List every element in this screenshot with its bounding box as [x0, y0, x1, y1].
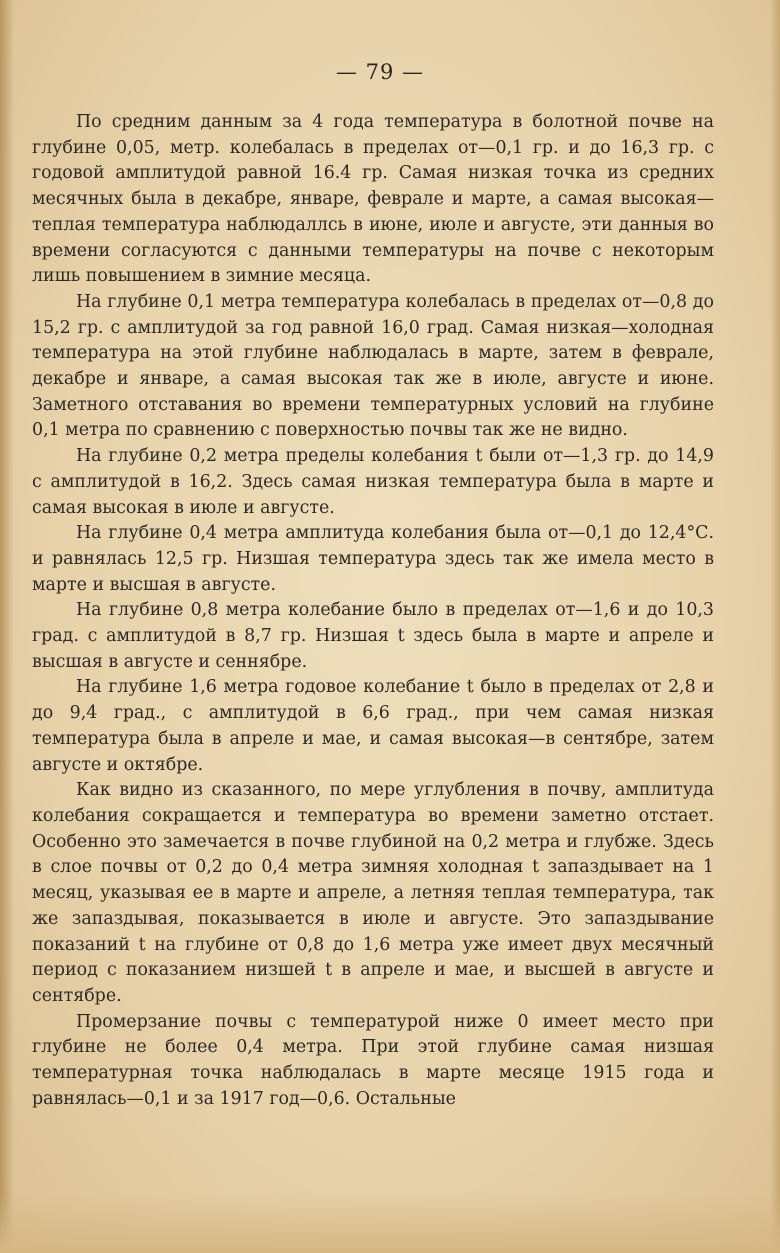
page-left-edge-shadow: [0, 0, 14, 1253]
page-right-edge-shadow: [770, 0, 780, 1253]
paragraph-depth-1-6m: На глубине 1,6 метра годовое колебание t было в пределах от 2,8 и до 9,4 град., с амплитудой в 6,6 град., при чем самая низкая температура была в апреле и мае, и самая высокая—в сентябре, затем августе и октябре.: [32, 677, 714, 775]
paragraph-surface-0-05m: По средним данным за 4 года температура в болотной почве на глубине 0,05, метр. колебалась в пределах от—0,1 гр. и до 16,3 гр. с годовой амплитудой равной 16.4 гр. Самая низкая точка из средних месячных была в декабре, январе, феврале и марте, а самая высокая—теплая температура наблюдаллсь в июне, июле и августе, эти данныя во времени согласуются с данными температуры на почве с некоторым лишь повышением в зимние месяца.: [32, 112, 714, 287]
paragraph-summary: Как видно из сказанного, по мере углубления в почву, амплитуда колебания сокращается и температура во времени заметно отстает. Особенно это замечается в почве глубиной на 0,2 метра и глубже. Здесь в слое почвы от 0,2 до 0,4 метра зимняя холодная t запаздывает на 1 месяц, указывая ее в марте и апреле, а летняя теплая температура, так же запаздывая, показывается в июле и августе. Это запаздывание показаний t на глубине от 0,8 до 1,6 метра уже имеет двух месячный период с показанием низшей t в апреле и мае, и высшей в августе и сентябре.: [32, 780, 714, 1006]
page-number: — 79 —: [335, 60, 425, 84]
paragraph-depth-0-4m: На глубине 0,4 метра амплитуда колебания была от—0,1 до 12,4°С. и равнялась 12,5 гр. Низшая температура здесь так же имела место в марте и высшая в августе.: [32, 523, 714, 595]
paragraph-depth-0-8m: На глубине 0,8 метра колебание было в пределах от—1,6 и до 10,3 град. с амплитудой в 8,7 гр. Низшая t здесь была в марте и апреле и высшая в августе и сеннябре.: [32, 600, 714, 672]
paragraph-depth-0-2m: На глубине 0,2 метра пределы колебания t были от—1,3 гр. до 14,9 с амплитудой в 16,2. Здесь самая низкая температура была в марте и самая высокая в июле и августе.: [32, 446, 714, 518]
paragraph-freezing: Промерзание почвы с температурой ниже 0 имеет место при глубине не более 0,4 метра. При этой глубине самая низшая температурная точка наблюдалась в марте месяце 1915 года и равнялась—0,1 и за 1917 год—0,6. Остальные: [32, 1011, 714, 1109]
paragraph-depth-0-1m: На глубине 0,1 метра температура колебалась в пределах от—0,8 до 15,2 гр. с амплитудой за год равной 16,0 град. Самая низкая—холодная температура на этой глубине наблюдалась в марте, затем в феврале, декабре и январе, а самая высокая так же в июле, августе и июне. Заметного отставания во времени температурных условий на глубине 0,1 метра по сравнению с поверхностью почвы так же не видно.: [32, 291, 714, 441]
body-text: [32, 110, 714, 1112]
page-bottom-shade: [0, 1193, 780, 1253]
